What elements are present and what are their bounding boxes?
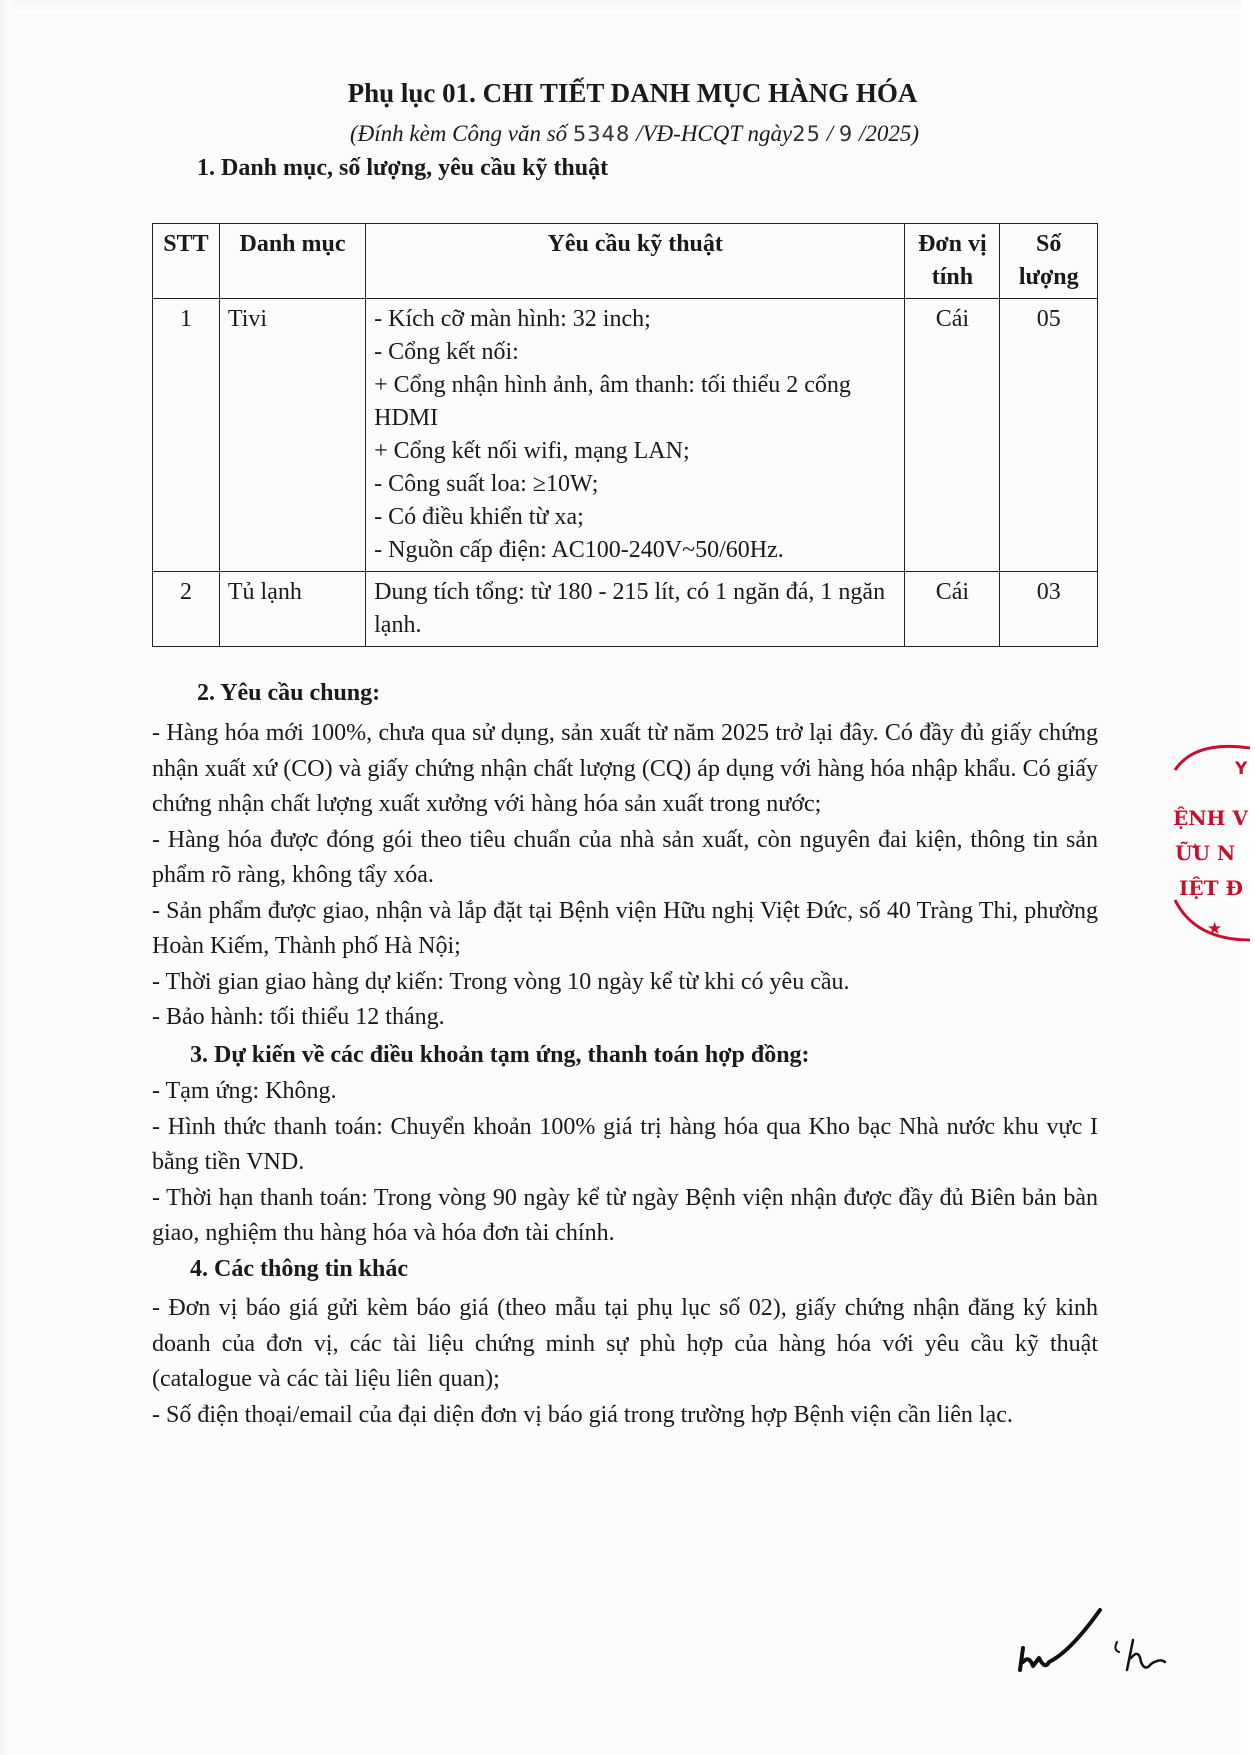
document-subtitle: (Đính kèm Công văn số 5348 /VĐ-HCQT ngày25 / 9 /2025) bbox=[349, 121, 920, 146]
scan-edge-left bbox=[0, 0, 12, 1755]
paragraph: - Thời gian giao hàng dự kiến: Trong vòng 10 ngày kể từ khi có yêu cầu. bbox=[152, 968, 850, 995]
goods-table bbox=[152, 223, 1098, 647]
signature-mark bbox=[1015, 1600, 1215, 1680]
paragraph: - Hình thức thanh toán: Chuyển khoản 100% giá trị hàng hóa qua Kho bạc Nhà nước khu vực I bằng tiền VND. bbox=[152, 1113, 1098, 1175]
subtitle-year: /2025) bbox=[858, 121, 920, 146]
svg-text:Y: Y bbox=[1235, 759, 1248, 779]
section-4-heading: 4. Các thông tin khác bbox=[190, 1256, 409, 1282]
cell-requirements bbox=[366, 299, 905, 572]
subtitle-mid: /VĐ-HCQT ngày bbox=[636, 121, 793, 146]
paragraph: - Bảo hành: tối thiểu 12 tháng. bbox=[152, 1004, 445, 1030]
section-2-heading: 2. Yêu cầu chung: bbox=[197, 680, 381, 706]
table-row bbox=[153, 572, 1098, 647]
svg-text:★: ★ bbox=[1207, 919, 1223, 939]
cell-stt: 2 bbox=[153, 572, 220, 647]
svg-text:IỆT Đ: IỆT Đ bbox=[1179, 876, 1243, 900]
cell-name: Tivi bbox=[219, 299, 365, 572]
paragraph: - Thời hạn thanh toán: Trong vòng 90 ngày kể từ ngày Bệnh viện nhận được đầy đủ Biên bản bàn giao, nghiệm thu hàng hóa và hóa đơn tài chính. bbox=[152, 1184, 1098, 1246]
requirement-line: - Kích cỡ màn hình: 32 inch; bbox=[374, 306, 651, 332]
paragraph: - Sản phẩm được giao, nhận và lắp đặt tại Bệnh viện Hữu nghị Việt Đức, số 40 Tràng Thi, phường Hoàn Kiếm, Thành phố Hà Nội; bbox=[152, 897, 1098, 959]
paragraph: - Đơn vị báo giá gửi kèm báo giá (theo mẫu tại phụ lục số 02), giấy chứng nhận đăng ký kinh doanh của đơn vị, các tài liệu chứng minh sự phù hợp của hàng hóa với yêu cầu kỹ thuật (catalogue và các tài liệu liên quan); bbox=[152, 1295, 1098, 1392]
requirement-line: - Có điều khiển từ xa; bbox=[374, 504, 584, 530]
requirement-line: + Cổng nhận hình ảnh, âm thanh: tối thiểu 2 cổng HDMI bbox=[374, 372, 851, 431]
paragraph: - Hàng hóa được đóng gói theo tiêu chuẩn của nhà sản xuất, còn nguyên đai kiện, thông tin sản phẩm rõ ràng, không tẩy xóa. bbox=[152, 826, 1098, 888]
requirement-line: Dung tích tổng: từ 180 - 215 lít, có 1 ngăn đá, 1 ngăn lạnh. bbox=[374, 579, 886, 638]
subtitle-prefix: (Đính kèm Công văn số bbox=[349, 121, 568, 146]
section-2-body bbox=[152, 716, 1098, 1036]
svg-text:ỆNH V: ỆNH V bbox=[1173, 806, 1248, 830]
col-header-requirements: Yêu cầu kỹ thuật bbox=[366, 224, 905, 299]
requirement-line: + Cổng kết nối wifi, mạng LAN; bbox=[374, 438, 690, 464]
section-1-heading: 1. Danh mục, số lượng, yêu cầu kỹ thuật bbox=[197, 155, 609, 181]
cell-unit: Cái bbox=[905, 299, 1000, 572]
section-4-body bbox=[152, 1291, 1098, 1433]
svg-text:ỮU N: ỮU N bbox=[1175, 841, 1236, 865]
cell-stt: 1 bbox=[153, 299, 220, 572]
cell-unit: Cái bbox=[905, 572, 1000, 647]
paragraph: - Hàng hóa mới 100%, chưa qua sử dụng, sản xuất từ năm 2025 trở lại đây. Có đầy đủ giấy chứng nhận xuất xứ (CO) và giấy chứng nhận chất lượng (CQ) áp dụng với hàng hóa nhập khẩu. Có giấy chứng nhận chất lượng xuất xưởng với hàng hóa sản xuất trong nước; bbox=[152, 720, 1098, 817]
cell-qty: 05 bbox=[1000, 299, 1098, 572]
table-row bbox=[153, 299, 1098, 572]
document-title: Phụ lục 01. CHI TIẾT DANH MỤC HÀNG HÓA bbox=[347, 78, 918, 108]
table-header-row bbox=[153, 224, 1098, 299]
cell-requirements bbox=[366, 572, 905, 647]
doc-number: 5348 bbox=[572, 122, 631, 146]
paragraph: - Tạm ứng: Không. bbox=[152, 1078, 337, 1104]
col-header-name: Danh mục bbox=[219, 224, 365, 299]
requirement-line: - Công suất loa: ≥10W; bbox=[374, 471, 599, 497]
doc-day: 25 bbox=[792, 122, 821, 146]
red-seal-stamp bbox=[1165, 740, 1255, 950]
section-3-heading: 3. Dự kiến về các điều khoản tạm ứng, thanh toán hợp đồng: bbox=[190, 1042, 810, 1068]
cell-qty: 03 bbox=[1000, 572, 1098, 647]
paragraph: - Số điện thoại/email của đại diện đơn vị báo giá trong trường hợp Bệnh viện cần liên lạc. bbox=[152, 1401, 1013, 1428]
requirement-line: - Nguồn cấp điện: AC100-240V~50/60Hz. bbox=[374, 537, 784, 563]
section-3-body bbox=[152, 1074, 1098, 1252]
col-header-qty: Số lượng bbox=[1000, 224, 1098, 299]
scan-edge-top bbox=[0, 0, 1241, 14]
doc-month: 9 bbox=[838, 122, 854, 146]
col-header-stt: STT bbox=[153, 224, 220, 299]
requirement-line: - Cổng kết nối: bbox=[374, 339, 519, 365]
cell-name: Tủ lạnh bbox=[219, 572, 365, 647]
col-header-unit: Đơn vị tính bbox=[905, 224, 1000, 299]
